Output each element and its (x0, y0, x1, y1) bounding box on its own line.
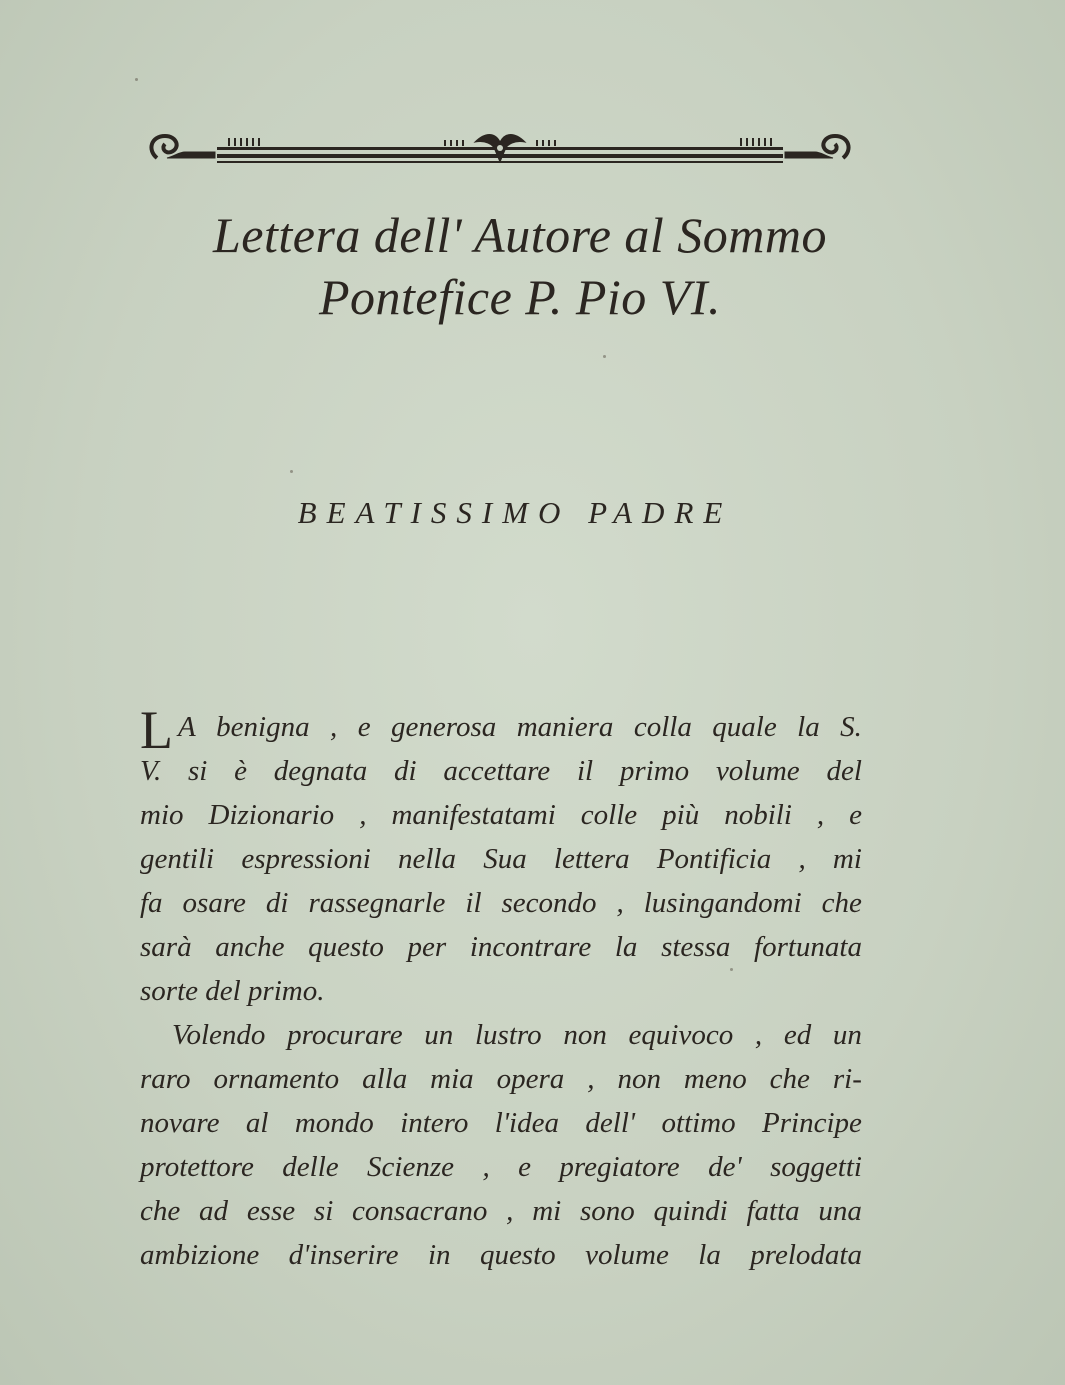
letter-title-line-1: Lettera dell' Autore al Sommo (212, 207, 828, 263)
paragraph-1-line: fa osare di rassegnarle il secondo , lusingandomi che (140, 887, 862, 919)
paper-speck (603, 355, 606, 358)
paragraph-1-line: A benigna , e generosa maniera colla quale la S. (178, 711, 862, 743)
paper-speck (135, 78, 138, 81)
paragraph-2-line: che ad esse si consacrano , mi sono quindi fatta una (140, 1195, 862, 1227)
paragraph-1-line: mio Dizionario , manifestatami colle più nobili , e (140, 799, 862, 831)
paragraph-2-line: novare al mondo intero l'idea dell' ottimo Principe (140, 1107, 862, 1139)
letter-title-line-2: Pontefice P. Pio VI. (318, 269, 722, 325)
paragraph-1-line: sorte del primo. (140, 975, 325, 1007)
paragraph-2-line: ambizione d'inserire in questo volume la prelodata (140, 1239, 862, 1271)
decorative-ornament-band (145, 128, 855, 170)
letter-body (140, 705, 862, 1277)
paper-speck (730, 968, 733, 971)
drop-cap: L (140, 700, 173, 760)
paragraph-2-line: raro ornamento alla mia opera , non meno che ri- (140, 1063, 862, 1095)
paragraph-2-line: protettore delle Scienze , e pregiatore de' soggetti (140, 1151, 862, 1183)
paper-speck (290, 470, 293, 473)
paragraph-1-line: gentili espressioni nella Sua lettera Pontificia , mi (140, 843, 862, 875)
paragraph-2-line: Volendo procurare un lustro non equivoco , ed un (172, 1019, 862, 1051)
paragraph-1-line: sarà anche questo per incontrare la stessa fortunata (140, 931, 862, 963)
salutation: BEATISSIMO PADRE (297, 495, 733, 530)
paragraph-1-line: V. si è degnata di accettare il primo volume del (140, 755, 862, 787)
